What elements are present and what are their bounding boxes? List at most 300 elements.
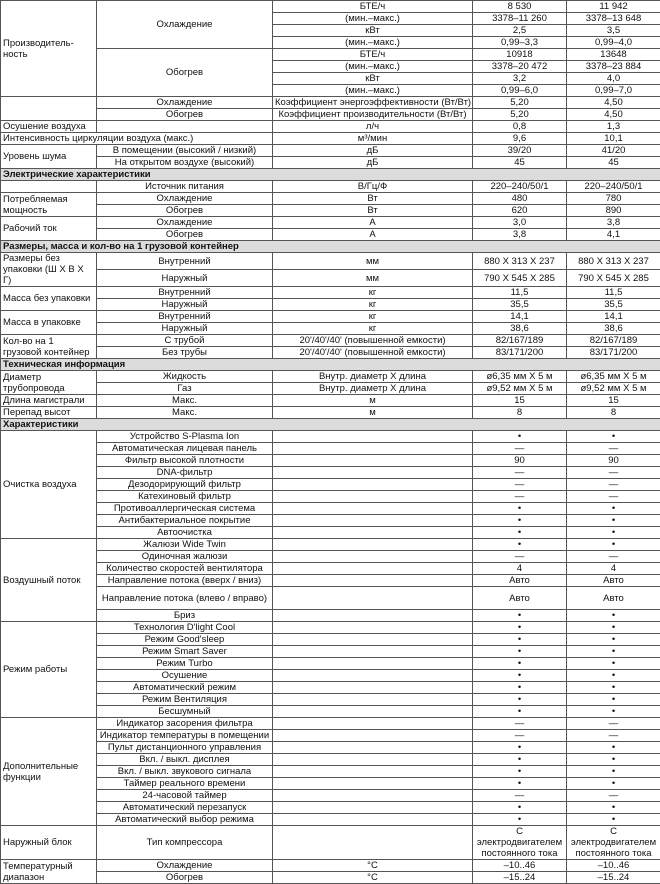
table-cell: • xyxy=(567,694,660,706)
table-row xyxy=(1,730,660,742)
table-row xyxy=(1,431,660,443)
table-cell: 10918 xyxy=(473,49,567,61)
table-cell: • xyxy=(567,431,660,443)
table-cell xyxy=(273,610,473,622)
table-cell: Интенсивность циркуляции воздуха (макс.) xyxy=(1,133,273,145)
table-cell: Направление потока (влево / вправо) xyxy=(97,587,273,610)
table-cell: 3,5 xyxy=(567,25,660,37)
table-cell: Вкл. / выкл. дисплея xyxy=(97,754,273,766)
table-cell: Фильтр высокой плотности xyxy=(97,455,273,467)
table-cell: Режим Turbo xyxy=(97,658,273,670)
table-cell: 8 530 xyxy=(473,1,567,13)
table-cell: Направление потока (вверх / вниз) xyxy=(97,575,273,587)
table-cell: 0,99–4,0 xyxy=(567,37,660,49)
table-cell: 90 xyxy=(567,455,660,467)
table-cell: Воздушный поток xyxy=(1,539,97,622)
table-cell: — xyxy=(473,551,567,563)
table-cell: — xyxy=(473,443,567,455)
table-cell: Обогрев xyxy=(97,205,273,217)
table-cell: Диаметр трубопровода xyxy=(1,371,97,395)
table-cell xyxy=(273,646,473,658)
table-cell: Температурный диапазон xyxy=(1,860,97,884)
table-cell: 880 X 313 X 237 xyxy=(473,253,567,270)
table-cell: Охлаждение xyxy=(97,193,273,205)
table-cell xyxy=(273,658,473,670)
table-cell: 1,3 xyxy=(567,121,660,133)
table-cell: Автоматический режим xyxy=(97,682,273,694)
table-cell: м³/мин xyxy=(273,133,473,145)
table-cell: • xyxy=(473,670,567,682)
table-cell xyxy=(273,467,473,479)
table-cell: 82/167/189 xyxy=(473,335,567,347)
table-cell: Вкл. / выкл. звукового сигнала xyxy=(97,766,273,778)
section-title: Размеры, масса и кол-во на 1 грузовой контейнер xyxy=(1,241,660,253)
table-cell: — xyxy=(567,718,660,730)
table-cell: Количество скоростей вентилятора xyxy=(97,563,273,575)
table-cell: Внутренний xyxy=(97,287,273,299)
table-cell: — xyxy=(567,551,660,563)
table-cell: • xyxy=(473,694,567,706)
table-cell xyxy=(273,670,473,682)
table-cell: Режим работы xyxy=(1,622,97,718)
table-cell: 780 xyxy=(567,193,660,205)
table-cell: кВт xyxy=(273,73,473,85)
table-cell: 90 xyxy=(473,455,567,467)
table-cell: м xyxy=(273,395,473,407)
table-cell: Рабочий ток xyxy=(1,217,97,241)
table-row xyxy=(1,109,660,121)
table-cell: • xyxy=(473,622,567,634)
table-cell: — xyxy=(567,790,660,802)
table-row xyxy=(1,670,660,682)
table-cell: 220–240/50/1 xyxy=(473,181,567,193)
table-cell: — xyxy=(473,790,567,802)
table-cell: Антибактериальное покрытие xyxy=(97,515,273,527)
table-cell: • xyxy=(473,802,567,814)
table-cell: Вт xyxy=(273,205,473,217)
table-cell: Кол-во на 1 грузовой контейнер xyxy=(1,335,97,359)
table-row xyxy=(1,395,660,407)
table-cell: 3378–11 260 xyxy=(473,13,567,25)
table-row xyxy=(1,479,660,491)
table-cell: –15..24 xyxy=(567,872,660,884)
table-cell: • xyxy=(567,539,660,551)
table-cell: • xyxy=(473,814,567,826)
table-cell: Наружный xyxy=(97,299,273,311)
table-row xyxy=(1,814,660,826)
table-cell: 4,0 xyxy=(567,73,660,85)
table-cell: 4 xyxy=(473,563,567,575)
table-row xyxy=(1,443,660,455)
table-row xyxy=(1,323,660,335)
table-cell: 41/20 xyxy=(567,145,660,157)
table-row xyxy=(1,347,660,359)
table-cell: Автоматический перезапуск xyxy=(97,802,273,814)
table-cell: –10..46 xyxy=(473,860,567,872)
table-cell: 4,1 xyxy=(567,229,660,241)
table-row xyxy=(1,193,660,205)
table-cell: 14,1 xyxy=(567,311,660,323)
table-row xyxy=(1,682,660,694)
table-cell: 45 xyxy=(473,157,567,169)
table-row xyxy=(1,407,660,419)
table-cell: • xyxy=(473,431,567,443)
table-cell: — xyxy=(473,730,567,742)
table-cell: • xyxy=(567,754,660,766)
table-cell: • xyxy=(473,658,567,670)
table-row xyxy=(1,754,660,766)
table-cell: Режим Smart Saver xyxy=(97,646,273,658)
table-cell: Осушение xyxy=(97,670,273,682)
section-header-row xyxy=(1,359,660,371)
table-row xyxy=(1,766,660,778)
table-cell xyxy=(273,622,473,634)
table-cell: • xyxy=(567,802,660,814)
table-row xyxy=(1,622,660,634)
table-cell: 10,1 xyxy=(567,133,660,145)
table-cell: Очистка воздуха xyxy=(1,431,97,539)
table-cell: Уровень шума xyxy=(1,145,97,169)
table-cell: Автоочистка xyxy=(97,527,273,539)
table-cell: • xyxy=(473,682,567,694)
table-cell: Авто xyxy=(473,587,567,610)
table-cell xyxy=(273,563,473,575)
table-cell: • xyxy=(473,754,567,766)
table-cell xyxy=(273,551,473,563)
table-row xyxy=(1,527,660,539)
table-cell: кг xyxy=(273,323,473,335)
table-cell: • xyxy=(567,610,660,622)
table-cell: С электродвигателем постоянного тока xyxy=(567,826,660,860)
table-cell: Одиночная жалюзи xyxy=(97,551,273,563)
table-cell: А xyxy=(273,217,473,229)
table-cell xyxy=(273,694,473,706)
table-row xyxy=(1,587,660,610)
table-row xyxy=(1,575,660,587)
table-row xyxy=(1,718,660,730)
table-cell: Внутр. диаметр X длина xyxy=(273,383,473,395)
table-cell: • xyxy=(473,634,567,646)
table-cell: • xyxy=(567,503,660,515)
table-cell: Внутренний xyxy=(97,311,273,323)
table-cell: 83/171/200 xyxy=(567,347,660,359)
table-row xyxy=(1,491,660,503)
table-cell: • xyxy=(473,527,567,539)
table-cell xyxy=(273,491,473,503)
table-cell: • xyxy=(567,634,660,646)
table-cell: Пульт дистанционного управления xyxy=(97,742,273,754)
table-cell: (мин.–макс.) xyxy=(273,85,473,97)
table-cell: 220–240/50/1 xyxy=(567,181,660,193)
table-cell: • xyxy=(567,622,660,634)
table-cell: Авто xyxy=(473,575,567,587)
table-cell: • xyxy=(567,527,660,539)
table-cell: Дезодорирующий фильтр xyxy=(97,479,273,491)
table-cell: Охлаждение xyxy=(97,1,273,49)
table-row xyxy=(1,563,660,575)
table-cell: Дополнительные функции xyxy=(1,718,97,826)
table-cell: — xyxy=(567,443,660,455)
table-row xyxy=(1,383,660,395)
table-cell: Катехиновый фильтр xyxy=(97,491,273,503)
table-cell: 24-часовой таймер xyxy=(97,790,273,802)
table-cell: БТЕ/ч xyxy=(273,49,473,61)
table-cell: Противоаллергическая система xyxy=(97,503,273,515)
table-cell: • xyxy=(473,742,567,754)
table-cell: Осушение воздуха xyxy=(1,121,97,133)
table-cell: 15 xyxy=(473,395,567,407)
table-cell: • xyxy=(567,658,660,670)
table-cell xyxy=(273,826,473,860)
table-cell: — xyxy=(473,479,567,491)
table-cell: кг xyxy=(273,299,473,311)
table-cell: Таймер реального времени xyxy=(97,778,273,790)
table-cell: 20'/40'/40' (повышенной емкости) xyxy=(273,347,473,359)
table-cell: Газ xyxy=(97,383,273,395)
table-cell xyxy=(273,587,473,610)
table-cell: 480 xyxy=(473,193,567,205)
table-cell: 3,8 xyxy=(567,217,660,229)
table-cell: 880 X 313 X 237 xyxy=(567,253,660,270)
table-cell xyxy=(273,431,473,443)
section-title: Техническая информация xyxy=(1,359,660,371)
table-cell: 39/20 xyxy=(473,145,567,157)
table-cell: • xyxy=(473,610,567,622)
table-cell: — xyxy=(473,491,567,503)
table-row xyxy=(1,551,660,563)
table-cell: Наружный блок xyxy=(1,826,97,860)
table-row xyxy=(1,217,660,229)
section-header-row xyxy=(1,419,660,431)
table-cell: 11 942 xyxy=(567,1,660,13)
table-cell: — xyxy=(567,467,660,479)
table-cell: • xyxy=(567,682,660,694)
table-row xyxy=(1,778,660,790)
table-row xyxy=(1,634,660,646)
table-cell: Тип компрессора xyxy=(97,826,273,860)
table-cell: Без трубы xyxy=(97,347,273,359)
table-cell: 3,2 xyxy=(473,73,567,85)
table-cell: 0,99–6,0 xyxy=(473,85,567,97)
table-cell: • xyxy=(473,778,567,790)
table-cell: 15 xyxy=(567,395,660,407)
table-row xyxy=(1,253,660,270)
table-cell: 11,5 xyxy=(473,287,567,299)
table-cell: Производитель-ность xyxy=(1,1,97,97)
table-cell: — xyxy=(567,730,660,742)
table-cell: Автоматическая лицевая панель xyxy=(97,443,273,455)
table-cell: Масса в упаковке xyxy=(1,311,97,335)
table-cell: Обогрев xyxy=(97,49,273,97)
table-row xyxy=(1,790,660,802)
table-cell: Бриз xyxy=(97,610,273,622)
table-cell: Охлаждение xyxy=(97,860,273,872)
table-cell: 35,5 xyxy=(473,299,567,311)
table-cell: 620 xyxy=(473,205,567,217)
table-cell: 3378–20 472 xyxy=(473,61,567,73)
table-row xyxy=(1,145,660,157)
table-cell: • xyxy=(567,814,660,826)
table-cell: кг xyxy=(273,311,473,323)
table-cell: Наружный xyxy=(97,323,273,335)
table-cell xyxy=(273,730,473,742)
table-row xyxy=(1,133,660,145)
table-cell: — xyxy=(473,718,567,730)
table-cell: 83/171/200 xyxy=(473,347,567,359)
table-row xyxy=(1,872,660,884)
table-cell: — xyxy=(567,479,660,491)
table-cell: Внутренний xyxy=(97,253,273,270)
table-cell: 13648 xyxy=(567,49,660,61)
table-cell xyxy=(97,121,273,133)
table-cell xyxy=(273,503,473,515)
table-row xyxy=(1,205,660,217)
table-cell: 9,6 xyxy=(473,133,567,145)
table-cell: • xyxy=(567,515,660,527)
table-cell: 14,1 xyxy=(473,311,567,323)
table-cell: Коэффициент производительности (Вт/Вт) xyxy=(273,109,473,121)
table-cell: 82/167/189 xyxy=(567,335,660,347)
table-row xyxy=(1,121,660,133)
table-cell: • xyxy=(473,766,567,778)
section-title: Характеристики xyxy=(1,419,660,431)
table-cell: 5,20 xyxy=(473,97,567,109)
table-cell: мм xyxy=(273,270,473,287)
table-cell: 8 xyxy=(473,407,567,419)
table-row xyxy=(1,742,660,754)
table-cell xyxy=(273,814,473,826)
table-row xyxy=(1,270,660,287)
table-cell: °C xyxy=(273,860,473,872)
table-cell: 3378–23 884 xyxy=(567,61,660,73)
table-cell: С трубой xyxy=(97,335,273,347)
table-cell: 0,99–3,3 xyxy=(473,37,567,49)
table-cell: • xyxy=(567,766,660,778)
table-cell: 20'/40'/40' (повышенной емкости) xyxy=(273,335,473,347)
table-cell: 890 xyxy=(567,205,660,217)
table-cell: 4,50 xyxy=(567,97,660,109)
section-header-row xyxy=(1,241,660,253)
table-cell: 790 X 545 X 285 xyxy=(473,270,567,287)
table-cell: • xyxy=(473,646,567,658)
table-cell: 4 xyxy=(567,563,660,575)
table-cell: В/Гц/Ф xyxy=(273,181,473,193)
table-cell: Вт xyxy=(273,193,473,205)
table-cell xyxy=(1,97,97,121)
table-cell: Бесшумный xyxy=(97,706,273,718)
table-cell: Авто xyxy=(567,575,660,587)
table-cell xyxy=(273,575,473,587)
table-cell: Индикатор засорения фильтра xyxy=(97,718,273,730)
table-cell: Устройство S-Plasma Ion xyxy=(97,431,273,443)
table-row xyxy=(1,287,660,299)
table-cell xyxy=(273,790,473,802)
spec-table-body xyxy=(1,1,660,884)
table-row xyxy=(1,97,660,109)
table-cell: дБ xyxy=(273,145,473,157)
table-cell: • xyxy=(473,503,567,515)
table-row xyxy=(1,455,660,467)
table-cell: Технология D'light Cool xyxy=(97,622,273,634)
table-row xyxy=(1,371,660,383)
table-row xyxy=(1,299,660,311)
table-cell: С электродвигателем постоянного тока xyxy=(473,826,567,860)
table-cell: 35,5 xyxy=(567,299,660,311)
table-cell: 3378–13 648 xyxy=(567,13,660,25)
table-cell: кВт xyxy=(273,25,473,37)
table-cell: Источник питания xyxy=(97,181,273,193)
table-cell: –10..46 xyxy=(567,860,660,872)
table-row xyxy=(1,311,660,323)
section-header-row xyxy=(1,169,660,181)
table-cell: Режим Good'sleep xyxy=(97,634,273,646)
table-cell: 3,0 xyxy=(473,217,567,229)
table-cell: Автоматический выбор режима xyxy=(97,814,273,826)
section-title: Электрические характеристики xyxy=(1,169,660,181)
table-cell xyxy=(273,766,473,778)
table-cell: кг xyxy=(273,287,473,299)
table-cell: Обогрев xyxy=(97,872,273,884)
table-cell: Макс. xyxy=(97,407,273,419)
table-row xyxy=(1,706,660,718)
table-cell: Внутр. диаметр X длина xyxy=(273,371,473,383)
table-cell: Обогрев xyxy=(97,109,273,121)
table-cell: Режим Вентиляция xyxy=(97,694,273,706)
table-cell: 11,5 xyxy=(567,287,660,299)
table-row xyxy=(1,49,660,61)
table-cell: • xyxy=(473,515,567,527)
table-cell xyxy=(273,778,473,790)
table-cell: — xyxy=(567,491,660,503)
table-row xyxy=(1,539,660,551)
table-cell: Длина магистрали xyxy=(1,395,97,407)
table-cell: Потребляемая мощность xyxy=(1,193,97,217)
table-cell: 2,5 xyxy=(473,25,567,37)
table-cell: • xyxy=(473,706,567,718)
table-cell xyxy=(273,527,473,539)
table-cell: л/ч xyxy=(273,121,473,133)
table-row xyxy=(1,503,660,515)
table-cell: Масса без упаковки xyxy=(1,287,97,311)
table-cell xyxy=(273,634,473,646)
table-cell xyxy=(273,706,473,718)
table-row xyxy=(1,860,660,872)
table-cell xyxy=(273,754,473,766)
table-row xyxy=(1,646,660,658)
table-cell: (мин.–макс.) xyxy=(273,13,473,25)
table-row xyxy=(1,1,660,13)
table-cell: А xyxy=(273,229,473,241)
table-cell: (мин.–макс.) xyxy=(273,37,473,49)
table-cell: 0,99–7,0 xyxy=(567,85,660,97)
table-cell xyxy=(273,742,473,754)
table-cell: °C xyxy=(273,872,473,884)
table-cell xyxy=(273,455,473,467)
table-cell: 790 X 545 X 285 xyxy=(567,270,660,287)
table-cell: 4,50 xyxy=(567,109,660,121)
table-cell: • xyxy=(567,706,660,718)
table-cell: Жалюзи Wide Twin xyxy=(97,539,273,551)
table-cell: На открытом воздухе (высокий) xyxy=(97,157,273,169)
table-cell: Перепад высот xyxy=(1,407,97,419)
table-cell: ø9,52 мм X 5 м xyxy=(473,383,567,395)
table-cell xyxy=(273,718,473,730)
table-cell xyxy=(273,443,473,455)
table-row xyxy=(1,229,660,241)
table-cell: Размеры без упаковки (Ш X В X Г) xyxy=(1,253,97,287)
table-row xyxy=(1,658,660,670)
table-cell: • xyxy=(567,646,660,658)
